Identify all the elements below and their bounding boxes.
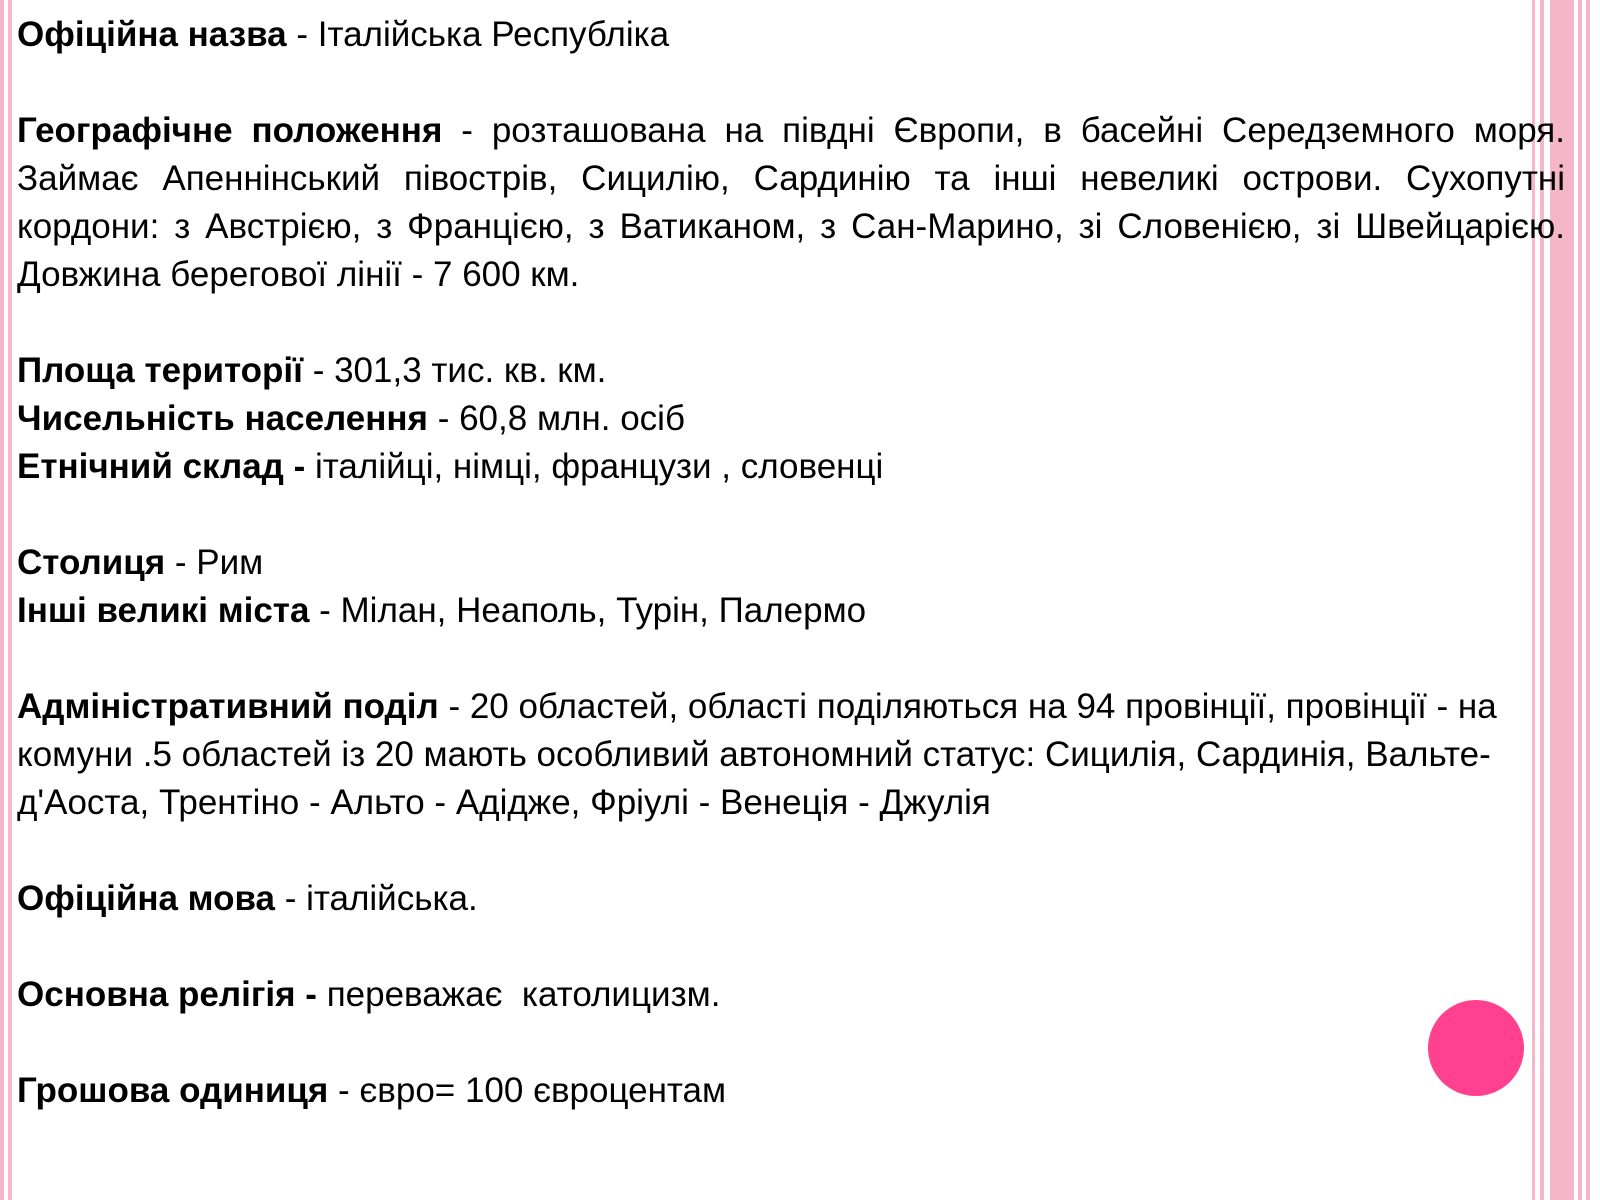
- spacer: [17, 635, 1565, 683]
- language-value: італійська.: [306, 879, 478, 918]
- population-value: 60,8 млн. осіб: [459, 399, 685, 438]
- area-line: [17, 347, 1565, 395]
- admin-paragraph: [17, 683, 1517, 827]
- population-line: [17, 395, 1565, 443]
- ethnic-label: Етнічний склад -: [17, 447, 306, 486]
- separator: -: [438, 687, 470, 726]
- separator: -: [165, 543, 197, 582]
- currency-value: євро= 100 євроцентам: [359, 1071, 727, 1110]
- right-border-stripe: [1578, 0, 1582, 1200]
- official-name-value: Італійська Республіка: [317, 15, 670, 54]
- population-label: Чисельність населення: [17, 399, 428, 438]
- separator: -: [427, 399, 460, 438]
- separator: -: [328, 1071, 360, 1110]
- language-line: [17, 875, 1565, 923]
- religion-value: переважає католицизм.: [326, 975, 721, 1014]
- separator: [305, 447, 315, 486]
- slide-content: [17, 11, 1565, 1115]
- geography-label: Географічне положення: [17, 111, 443, 150]
- capital-label: Столиця: [17, 543, 166, 582]
- separator: -: [275, 879, 307, 918]
- separator: -: [286, 15, 318, 54]
- left-border-stripe: [8, 0, 12, 1200]
- language-label: Офіційна мова: [17, 879, 275, 918]
- capital-line: [17, 539, 1565, 587]
- geography-value: розташована на півдні Європи, в басейні Середземного моря. Займає Апеннінський півострів, Сицилію, Сардинію та інші невеликі острови. Сухопутні кордони: з Австрією, з Францією, з Ватиканом, з Сан-Марино, зі Словенією, зі Швейцарією. Довжина берегової лінії - 7 600 км.: [17, 111, 1565, 294]
- left-border-stripe: [0, 0, 4, 1200]
- spacer: [17, 827, 1565, 875]
- separator: [317, 975, 327, 1014]
- right-border-stripe: [1586, 0, 1590, 1200]
- religion-line: [17, 971, 1565, 1019]
- admin-value: 20 областей, області поділяються на 94 провінції, провінції - на комуни .5 областей із 20 мають особливий автономний статус: Сицилія, Сардинія, Вальте-д'Аоста, Трентіно - Альто - Адідже, Фріулі - Венеція - Джулія: [17, 687, 1497, 822]
- separator: -: [302, 351, 335, 390]
- official-name-line: [17, 11, 1565, 59]
- spacer: [17, 923, 1565, 971]
- cities-line: [17, 587, 1565, 635]
- cities-value: Мілан, Неаполь, Турін, Палермо: [340, 591, 867, 630]
- area-value: 301,3 тис. кв. км.: [334, 351, 607, 390]
- cities-label: Інші великі міста: [17, 591, 310, 630]
- separator: -: [442, 111, 492, 150]
- currency-label: Грошова одиниця: [17, 1071, 329, 1110]
- geography-paragraph: [17, 107, 1565, 299]
- spacer: [17, 59, 1565, 107]
- capital-value: Рим: [196, 543, 264, 582]
- religion-label: Основна релігія -: [17, 975, 317, 1014]
- spacer: [17, 1019, 1565, 1067]
- spacer: [17, 299, 1565, 347]
- currency-line: [17, 1067, 1565, 1115]
- ethnic-value: італійці, німці, французи , словенці: [315, 447, 884, 486]
- left-decorative-border: [0, 0, 14, 1200]
- separator: -: [309, 591, 341, 630]
- admin-label: Адміністративний поділ: [17, 687, 439, 726]
- official-name-label: Офіційна назва: [17, 15, 287, 54]
- area-label: Площа території: [17, 351, 303, 390]
- spacer: [17, 491, 1565, 539]
- ethnic-line: [17, 443, 1565, 491]
